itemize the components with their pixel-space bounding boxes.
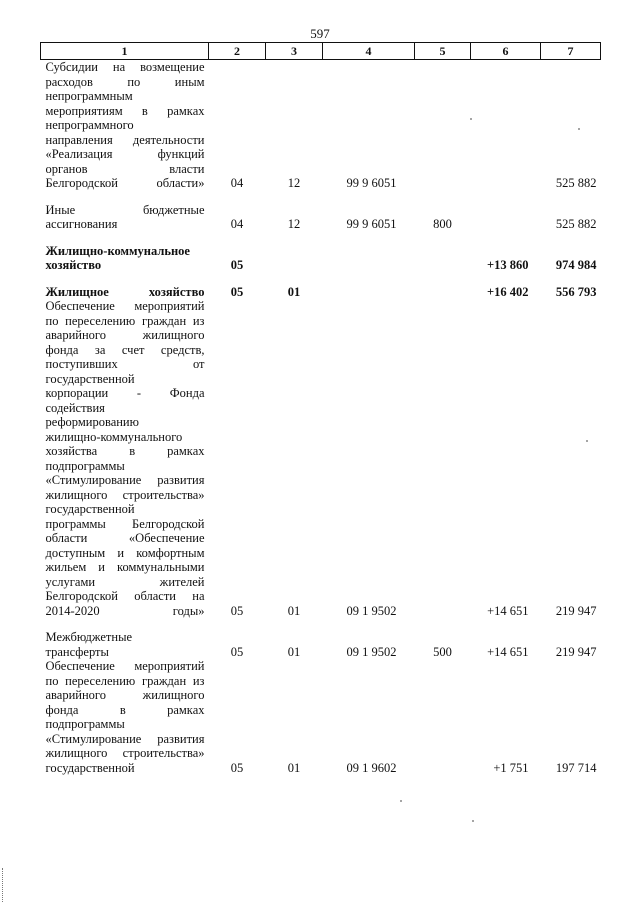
description-line: направления деятельности bbox=[45, 132, 205, 147]
description-line: Обеспечение мероприятий bbox=[45, 659, 205, 673]
cell-col-7: 525 882 bbox=[555, 176, 597, 190]
cell-col-4: 99 9 6051 bbox=[346, 217, 397, 231]
description-line: жилищного строительства» bbox=[45, 746, 205, 760]
description-line: мероприятиям в рамках bbox=[45, 103, 205, 118]
description-line: области «Обеспечение bbox=[45, 531, 205, 545]
description-line: подпрограммы bbox=[45, 458, 125, 473]
row-description bbox=[41, 299, 209, 618]
column-header-6: 6 bbox=[471, 43, 541, 60]
column-header-5: 5 bbox=[415, 43, 471, 60]
description-line: Жилищное хозяйство bbox=[45, 284, 205, 299]
cell-col-4 bbox=[323, 285, 415, 300]
cell-col-5 bbox=[415, 244, 471, 273]
description-line: хозяйства в рамках bbox=[45, 444, 205, 458]
cell-col-7: 525 882 bbox=[555, 217, 597, 231]
cell-col-2: 04 bbox=[230, 217, 244, 231]
description-line: услугами жителей bbox=[45, 574, 205, 589]
cell-col-2: 05 bbox=[230, 258, 244, 272]
description-line: «Стимулирование развития bbox=[45, 473, 205, 487]
row-description bbox=[41, 203, 209, 232]
cell-col-2: 05 bbox=[230, 644, 244, 659]
scan-speck bbox=[470, 118, 472, 120]
cell-col-4: 99 9 6051 bbox=[346, 176, 397, 190]
budget-table bbox=[40, 42, 601, 775]
cell-col-7: 219 947 bbox=[555, 644, 597, 659]
cell-col-6: +14 651 bbox=[487, 603, 529, 618]
cell-col-2: 05 bbox=[230, 760, 244, 775]
description-line: корпорации - Фонда bbox=[45, 386, 205, 400]
description-line: жильем и коммунальными bbox=[45, 560, 205, 574]
row-spacer bbox=[41, 618, 601, 630]
description-line: аварийного жилищного bbox=[45, 688, 205, 702]
description-line: государственной bbox=[45, 760, 135, 775]
page-number: 597 bbox=[310, 26, 330, 41]
cell-col-3: 01 bbox=[287, 284, 301, 299]
cell-col-4: 09 1 9502 bbox=[346, 644, 397, 659]
description-line: Жилищно-коммунальное bbox=[45, 243, 190, 258]
description-line: хозяйство bbox=[45, 258, 102, 272]
cell-col-6: +16 402 bbox=[487, 284, 529, 299]
cell-col-4 bbox=[323, 244, 415, 273]
description-line: фонда за счет средств, bbox=[45, 342, 205, 357]
table-header bbox=[41, 43, 601, 60]
scan-speck bbox=[586, 440, 588, 442]
column-header-1: 1 bbox=[41, 43, 209, 60]
row-spacer bbox=[41, 232, 601, 244]
cell-col-5 bbox=[415, 285, 471, 300]
cell-col-5 bbox=[415, 60, 471, 191]
description-line: государственной bbox=[45, 371, 135, 386]
description-line: Белгородской области» bbox=[45, 176, 205, 190]
description-line: органов власти bbox=[45, 161, 205, 176]
description-line: содействия bbox=[45, 400, 105, 415]
cell-col-2: 05 bbox=[230, 284, 244, 299]
cell-col-3 bbox=[266, 244, 323, 273]
table-body bbox=[41, 60, 601, 776]
cell-col-6 bbox=[471, 203, 541, 232]
description-line: расходов по иным bbox=[45, 74, 205, 89]
budget-table-sheet bbox=[40, 42, 600, 775]
table-row bbox=[41, 285, 601, 300]
table-row bbox=[41, 630, 601, 659]
cell-col-3: 12 bbox=[287, 217, 301, 231]
column-header-7: 7 bbox=[541, 43, 601, 60]
description-line: Обеспечение мероприятий bbox=[45, 299, 205, 313]
description-line: программы Белгородской bbox=[45, 516, 205, 531]
table-row bbox=[41, 203, 601, 232]
description-line: доступным и комфортным bbox=[45, 545, 205, 560]
description-line: непрограммного bbox=[45, 118, 134, 132]
description-line: жилищного строительства» bbox=[45, 487, 205, 502]
description-line: государственной bbox=[45, 502, 135, 516]
table-row bbox=[41, 244, 601, 273]
cell-col-6: +14 651 bbox=[487, 644, 529, 659]
description-line: ассигнования bbox=[45, 217, 118, 231]
row-spacer bbox=[41, 273, 601, 285]
column-header-2: 2 bbox=[209, 43, 266, 60]
cell-col-4: 09 1 9502 bbox=[346, 603, 397, 618]
description-line: реформированию bbox=[45, 415, 139, 429]
row-spacer bbox=[41, 191, 601, 203]
description-line: Субсидии на возмещение bbox=[45, 60, 205, 74]
description-line: жилищно-коммунального bbox=[45, 429, 183, 444]
cell-col-4: 09 1 9602 bbox=[346, 760, 397, 775]
description-line: «Стимулирование развития bbox=[45, 731, 205, 746]
description-line: подпрограммы bbox=[45, 717, 125, 731]
description-line: «Реализация функций bbox=[45, 147, 205, 161]
cell-col-6 bbox=[471, 60, 541, 191]
cell-col-7: 556 793 bbox=[555, 284, 597, 299]
description-line: Иные бюджетные bbox=[45, 202, 205, 217]
cell-col-2: 05 bbox=[230, 603, 244, 618]
column-header-3: 3 bbox=[266, 43, 323, 60]
cell-col-3: 01 bbox=[287, 760, 301, 775]
scan-edge-marks bbox=[2, 868, 6, 902]
cell-col-5: 800 bbox=[433, 217, 452, 231]
cell-col-7: 219 947 bbox=[555, 603, 597, 618]
cell-col-7: 197 714 bbox=[555, 760, 597, 775]
cell-col-5: 500 bbox=[433, 644, 452, 659]
description-line: поступивших от bbox=[45, 357, 205, 371]
row-description bbox=[41, 659, 209, 775]
row-description bbox=[41, 60, 209, 191]
description-line: трансферты bbox=[45, 644, 109, 659]
row-description bbox=[41, 630, 209, 659]
table-row bbox=[41, 60, 601, 191]
cell-col-5 bbox=[415, 299, 471, 618]
scan-speck bbox=[472, 820, 474, 822]
row-description bbox=[41, 244, 209, 273]
cell-col-3: 12 bbox=[287, 176, 301, 190]
description-line: Межбюджетные bbox=[45, 630, 133, 644]
cell-col-7: 974 984 bbox=[555, 258, 597, 272]
cell-col-6: +1 751 bbox=[493, 760, 529, 775]
description-line: непрограммным bbox=[45, 89, 133, 103]
scan-speck bbox=[400, 800, 402, 802]
column-header-4: 4 bbox=[323, 43, 415, 60]
header-row bbox=[41, 43, 601, 60]
description-line: 2014-2020 годы» bbox=[45, 603, 205, 618]
description-line: по переселению граждан из bbox=[45, 313, 205, 328]
cell-col-6: +13 860 bbox=[487, 258, 529, 272]
row-description bbox=[41, 285, 209, 300]
cell-col-3: 01 bbox=[287, 644, 301, 659]
description-line: по переселению граждан из bbox=[45, 673, 205, 688]
description-line: фонда в рамках bbox=[45, 702, 205, 717]
cell-col-2: 04 bbox=[230, 176, 244, 190]
table-row bbox=[41, 299, 601, 618]
cell-col-5 bbox=[415, 659, 471, 775]
scan-speck bbox=[578, 128, 580, 130]
description-line: Белгородской области на bbox=[45, 589, 205, 603]
table-row bbox=[41, 659, 601, 775]
cell-col-3: 01 bbox=[287, 603, 301, 618]
description-line: аварийного жилищного bbox=[45, 328, 205, 342]
